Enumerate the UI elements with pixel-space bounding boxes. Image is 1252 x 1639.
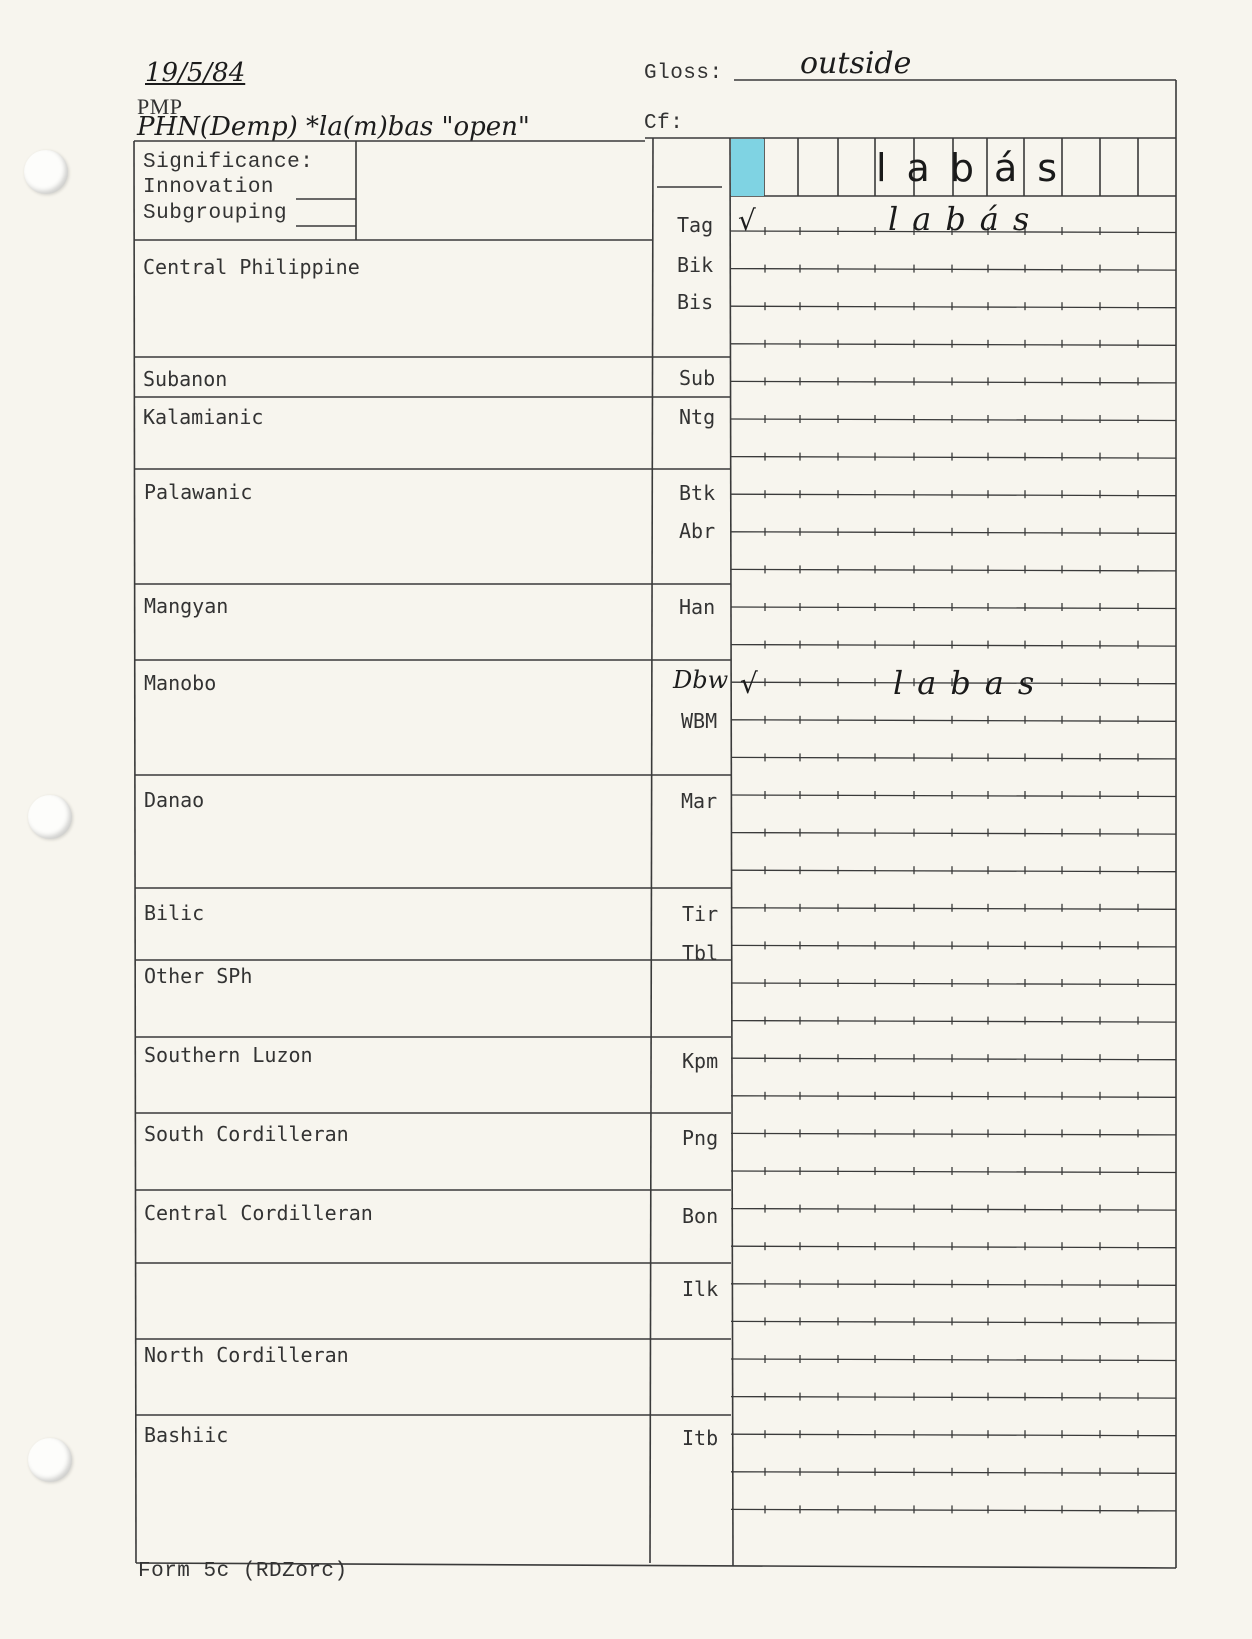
entry-line — [731, 419, 1176, 421]
dbw-form: labas — [893, 664, 1049, 702]
code-ntg: Ntg — [679, 405, 716, 429]
entry-line — [731, 1434, 1176, 1436]
entry-line — [731, 1096, 1176, 1098]
entry-line — [731, 1321, 1176, 1323]
entry-line — [731, 645, 1176, 647]
code-tir: Tir — [682, 902, 719, 926]
pmp-line: PMP — [137, 94, 183, 119]
code-wbm: WBM — [681, 709, 718, 733]
code-bis: Bis — [677, 290, 714, 314]
innovation-label: Innovation — [143, 176, 275, 199]
entry-line — [731, 344, 1176, 346]
code-btk: Btk — [679, 481, 716, 505]
phn-reconstruction: PHN(Demp) *la(m)bas "open" — [137, 112, 530, 142]
group-bilic: Bilic — [144, 901, 205, 925]
group-central-cordilleran: Central Cordilleran — [144, 1201, 373, 1225]
entry-line — [731, 720, 1176, 722]
group-kalamianic: Kalamianic — [143, 405, 264, 429]
entry-line — [731, 757, 1176, 759]
entry-line — [731, 306, 1176, 308]
code-bon: Bon — [682, 1204, 719, 1228]
code-kpm: Kpm — [682, 1049, 719, 1073]
code-han: Han — [679, 595, 716, 619]
code-png: Png — [682, 1126, 719, 1150]
significance-title: Significance: — [143, 151, 314, 174]
group-north-cordilleran: North Cordilleran — [144, 1343, 349, 1367]
entry-line — [731, 1209, 1176, 1211]
entry-line — [731, 833, 1176, 835]
code-ilk: Ilk — [682, 1277, 719, 1301]
entry-line — [731, 1171, 1176, 1173]
entry-line — [731, 1133, 1176, 1135]
entry-line — [731, 1509, 1176, 1511]
code-mar: Mar — [681, 789, 718, 813]
highlight-cell — [731, 139, 764, 196]
entry-line — [731, 908, 1176, 910]
code-dbw: Dbw — [673, 666, 729, 694]
date: 19/5/84 — [145, 58, 246, 88]
subgrouping-label: Subgrouping — [143, 202, 288, 225]
entry-line — [731, 1284, 1176, 1286]
entry-line — [731, 1359, 1176, 1361]
entry-line — [731, 1472, 1176, 1474]
tag-form: labás — [888, 200, 1044, 238]
code-sub: Sub — [679, 366, 716, 390]
entry-line — [731, 795, 1176, 797]
tag-checkmark: √ — [738, 204, 756, 237]
entry-line — [731, 269, 1176, 271]
entry-line — [731, 945, 1176, 947]
code-bik: Bik — [677, 253, 714, 277]
group-bashiic: Bashiic — [144, 1423, 229, 1447]
dbw-checkmark: √ — [740, 667, 758, 700]
group-manobo: Manobo — [144, 671, 217, 695]
gloss-value: outside — [800, 46, 912, 81]
reference-form: labás — [876, 146, 1078, 190]
form-footer: Form 5c (RDZorc) — [138, 1560, 348, 1583]
gloss-label: Gloss: — [644, 62, 723, 85]
group-central-philippine: Central Philippine — [143, 255, 360, 279]
entry-line — [731, 381, 1176, 383]
group-subanon: Subanon — [143, 367, 228, 391]
entry-line — [731, 870, 1176, 872]
entry-line — [731, 1021, 1176, 1023]
group-other-sph: Other SPh — [144, 964, 253, 988]
code-tag: Tag — [677, 213, 714, 237]
code-abr: Abr — [679, 519, 716, 543]
entry-line — [731, 569, 1176, 571]
entry-line — [731, 457, 1176, 459]
group-mangyan: Mangyan — [144, 594, 229, 618]
group-southern-luzon: Southern Luzon — [144, 1043, 313, 1067]
group-south-cordilleran: South Cordilleran — [144, 1122, 349, 1146]
group-danao: Danao — [144, 788, 205, 812]
code-tbl: Tbl — [682, 941, 719, 965]
cf-label: Cf: — [644, 112, 684, 135]
entry-line — [731, 532, 1176, 534]
entry-line — [731, 494, 1176, 496]
code-itb: Itb — [682, 1426, 719, 1450]
entry-line — [731, 607, 1176, 609]
entry-line — [731, 1397, 1176, 1399]
entry-line — [731, 1058, 1176, 1060]
entry-line — [731, 983, 1176, 985]
group-palawanic: Palawanic — [144, 480, 253, 504]
entry-line — [731, 1246, 1176, 1248]
